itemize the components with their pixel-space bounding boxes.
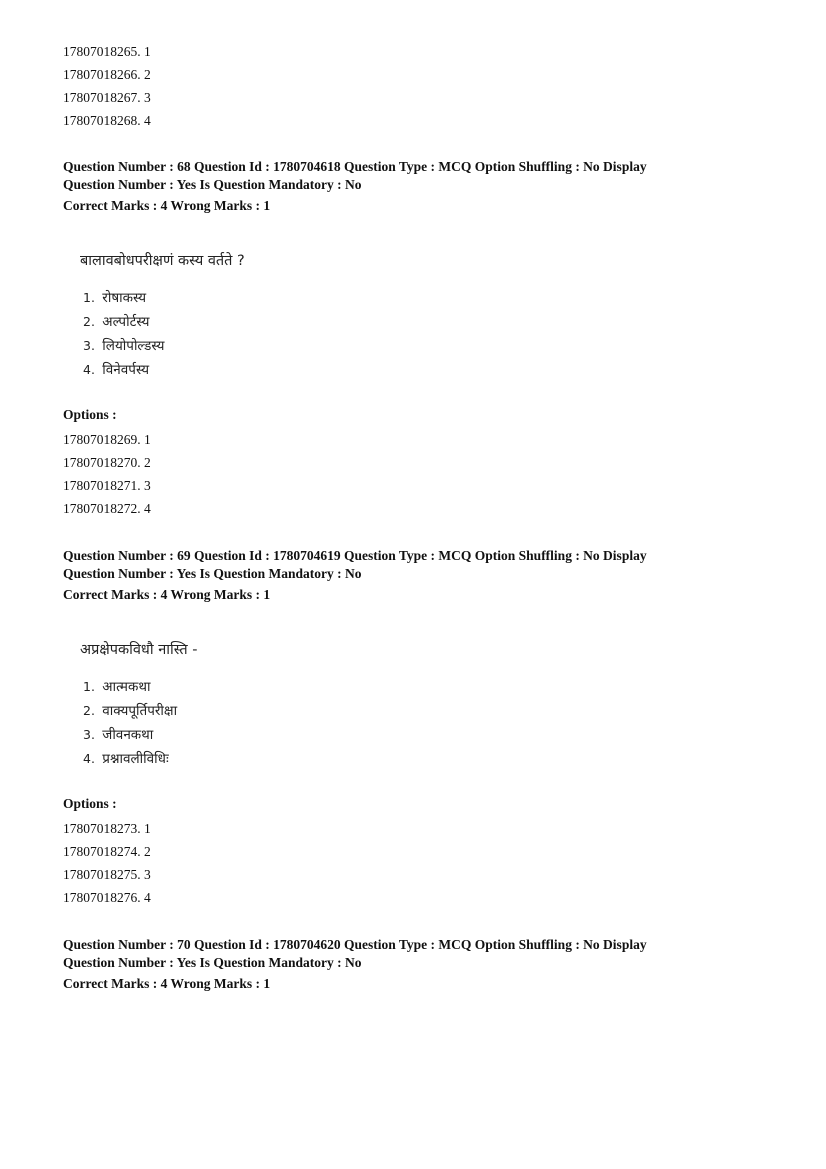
choice-label: अल्पोर्टस्य — [102, 314, 150, 330]
question-meta-line: Question Number : 69 Question Id : 1780704619 Question Type : MCQ Option Shuffling : No Display — [63, 548, 647, 563]
question-69-header — [63, 547, 763, 604]
option-id-row: 17807018275. 3 — [63, 867, 151, 882]
choice-number: 3. — [83, 338, 95, 353]
question-68-choices — [83, 286, 165, 382]
option-id-row: 17807018267. 3 — [63, 90, 151, 105]
question-69-option-ids — [63, 817, 151, 909]
option-id-row: 17807018269. 1 — [63, 432, 151, 447]
question-meta-line: Question Number : 68 Question Id : 1780704618 Question Type : MCQ Option Shuffling : No Display — [63, 159, 647, 174]
option-id-row: 17807018276. 4 — [63, 890, 151, 905]
choice-label: लियोपोल्डस्य — [102, 338, 165, 354]
option-id-row: 17807018274. 2 — [63, 844, 151, 859]
choice-number: 1. — [83, 679, 95, 694]
option-id-row: 17807018266. 2 — [63, 67, 151, 82]
choice-item — [83, 286, 165, 310]
choice-label: जीवनकथा — [102, 727, 154, 743]
question-meta-line: Question Number : Yes Is Question Mandatory : No — [63, 566, 362, 581]
choice-item — [83, 310, 165, 334]
option-id-row: 17807018271. 3 — [63, 478, 151, 493]
choice-label: आत्मकथा — [102, 679, 151, 695]
marks-line: Correct Marks : 4 Wrong Marks : 1 — [63, 587, 271, 602]
options-label: Options : — [63, 796, 117, 811]
choice-item — [83, 699, 177, 723]
choice-item — [83, 334, 165, 358]
choice-label: प्रश्नावलीविधिः — [102, 751, 169, 767]
previous-question-options — [63, 40, 151, 132]
choice-number: 2. — [83, 703, 95, 718]
option-id-row: 17807018272. 4 — [63, 501, 151, 516]
question-meta-line: Question Number : 70 Question Id : 1780704620 Question Type : MCQ Option Shuffling : No Display — [63, 937, 647, 952]
question-68-text: बालावबोधपरीक्षणं कस्य वर्तते ? — [80, 253, 245, 269]
option-id-row: 17807018270. 2 — [63, 455, 151, 470]
question-meta-line: Question Number : Yes Is Question Mandatory : No — [63, 177, 362, 192]
question-68-option-ids — [63, 428, 151, 520]
choice-number: 1. — [83, 290, 95, 305]
choice-number: 4. — [83, 751, 95, 766]
choice-number: 4. — [83, 362, 95, 377]
options-label: Options : — [63, 407, 117, 422]
option-id-row: 17807018268. 4 — [63, 113, 151, 128]
choice-item — [83, 358, 165, 382]
choice-item — [83, 723, 177, 747]
question-69-text: अप्रक्षेपकविधौ नास्ति - — [80, 642, 198, 658]
choice-label: विनेवर्पस्य — [102, 362, 150, 378]
marks-line: Correct Marks : 4 Wrong Marks : 1 — [63, 198, 271, 213]
marks-line: Correct Marks : 4 Wrong Marks : 1 — [63, 976, 271, 991]
choice-item — [83, 675, 177, 699]
choice-label: रोषाकस्य — [102, 290, 147, 306]
choice-label: वाक्यपूर्तिपरीक्षा — [102, 703, 178, 719]
choice-item — [83, 747, 177, 771]
question-68-header — [63, 158, 763, 215]
question-70-header — [63, 936, 763, 993]
choice-number: 2. — [83, 314, 95, 329]
option-id-row: 17807018273. 1 — [63, 821, 151, 836]
option-id-row: 17807018265. 1 — [63, 44, 151, 59]
question-69-choices — [83, 675, 177, 771]
choice-number: 3. — [83, 727, 95, 742]
question-meta-line: Question Number : Yes Is Question Mandatory : No — [63, 955, 362, 970]
